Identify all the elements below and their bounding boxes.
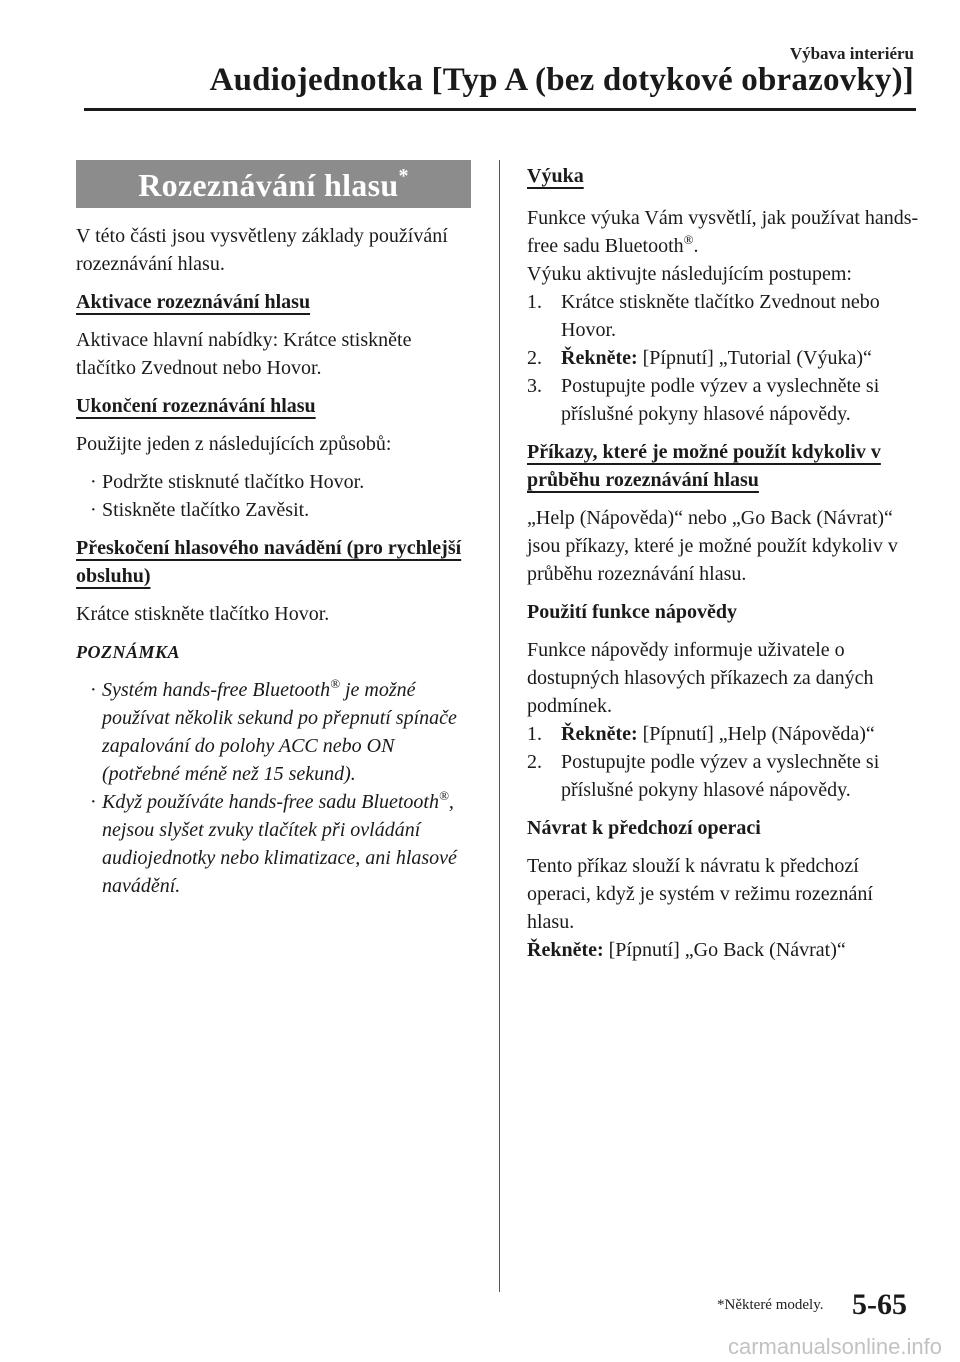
tutorial-heading-block [527, 162, 922, 190]
intro-text: V této části jsou vysvětleny základy používání rozeznávání hlasu. [76, 225, 448, 275]
step-number: 2. [527, 347, 542, 369]
step-text: [Pípnutí] „Help (Nápověda)“ [637, 723, 875, 745]
bullet-icon: · [90, 499, 97, 521]
tutorial-heading: Výuka [527, 165, 584, 187]
back-say-line [527, 936, 922, 964]
note-title: POZNÁMKA [76, 642, 181, 662]
note-text-a: Systém hands-free Bluetooth [102, 679, 331, 701]
step-text: [Pípnutí] „Tutorial (Výuka)“ [637, 347, 872, 369]
right-column [527, 160, 922, 964]
tutorial-text-a: Funkce výuka Vám vysvětlí, jak používat hands-free sadu Bluetooth [527, 207, 919, 257]
list-item [527, 748, 922, 804]
anytime-heading: Příkazy, které je možné použít kdykoliv v průběhu rozeznávání hlasu [527, 441, 881, 491]
activation-heading: Aktivace rozeznávání hlasu [76, 291, 311, 313]
list-item [76, 496, 471, 524]
step-number: 1. [527, 723, 542, 745]
column-divider [499, 160, 500, 1292]
optional-feature-marker: * [398, 165, 409, 187]
back-text: Tento příkaz slouží k návratu k předchozí operaci, když je systém v režimu rozeznání hlasu. [527, 855, 873, 933]
step-label: Řekněte: [561, 347, 638, 369]
tutorial-text [527, 204, 922, 260]
step-text: Postupujte podle výzev a vyslechněte si příslušné pokyny hlasové nápovědy. [561, 375, 880, 425]
list-item-text: Stiskněte tlačítko Zavěsit. [102, 499, 310, 521]
header-rule [84, 108, 916, 111]
end-methods-list [76, 468, 471, 524]
bullet-icon: · [90, 791, 97, 813]
tutorial-steps [527, 288, 922, 428]
header-section-label: Výbava interiéru [789, 44, 914, 63]
bullet-icon: · [90, 471, 97, 493]
help-heading: Použití funkce nápovědy [527, 601, 738, 623]
list-item [527, 720, 922, 748]
end-heading-block [76, 392, 471, 420]
step-text: Krátce stiskněte tlačítko Zvednout nebo Hovor. [561, 291, 880, 341]
tutorial-text-b: . [693, 235, 699, 257]
tutorial-activate-text: Výuku aktivujte následujícím postupem: [527, 263, 852, 285]
step-label: Řekněte: [561, 723, 638, 745]
note-list [76, 676, 471, 900]
note-text-a: Když používáte hands-free sadu Bluetooth [102, 791, 439, 813]
registered-mark: ® [683, 232, 694, 247]
list-item [527, 344, 922, 372]
back-heading: Návrat k předchozí operaci [527, 817, 761, 839]
skip-heading-block [76, 534, 471, 590]
anytime-text: „Help (Nápověda)“ nebo „Go Back (Návrat)“ jsou příkazy, které je možné použít kdykoliv v průběhu rozeznávání hlasu. [527, 507, 898, 585]
help-text: Funkce nápovědy informuje uživatele o dostupných hlasových příkazech za daných podmínek. [527, 639, 874, 717]
activation-text: Aktivace hlavní nabídky: Krátce stiskněte tlačítko Zvednout nebo Hovor. [76, 329, 412, 379]
registered-mark: ® [330, 676, 340, 691]
section-banner [76, 160, 471, 208]
step-number: 1. [527, 291, 542, 313]
help-steps [527, 720, 922, 804]
watermark: carmanualsonline.info [727, 1334, 942, 1359]
skip-heading: Přeskočení hlasového navádění (pro rychlejší obsluhu) [76, 537, 462, 587]
note-text-b: je možné používat několik sekund po přepnutí spínače zapalování do polohy ACC nebo ON (potřebné méně než 15 sekund). [102, 679, 457, 785]
list-item [76, 788, 471, 900]
footer-note: *Některé modely. [717, 1297, 824, 1313]
anytime-heading-block [527, 438, 922, 494]
registered-mark: ® [439, 788, 449, 803]
left-column [76, 160, 471, 900]
list-item [76, 468, 471, 496]
step-number: 2. [527, 751, 542, 773]
end-text: Použijte jeden z následujících způsobů: [76, 433, 392, 455]
list-item [527, 372, 922, 428]
list-item [76, 676, 471, 788]
section-banner-title: Rozeznávání hlasu [138, 167, 399, 203]
skip-text: Krátce stiskněte tlačítko Hovor. [76, 603, 330, 625]
bullet-icon: · [90, 679, 97, 701]
page-number: 5-65 [852, 1288, 907, 1321]
list-item-text: Podržte stisknuté tlačítko Hovor. [102, 471, 365, 493]
step-text: Postupujte podle výzev a vyslechněte si příslušné pokyny hlasové nápovědy. [561, 751, 880, 801]
page-title: Audiojednotka [Typ A (bez dotykové obrazovky)] [209, 62, 914, 98]
note-text-b: , nejsou slyšet zvuky tlačítek při ovládání audiojednotky nebo klimatizace, ani hlasové navádění. [102, 791, 457, 897]
say-label: Řekněte: [527, 939, 604, 961]
list-item [527, 288, 922, 344]
activation-heading-block [76, 288, 471, 316]
step-number: 3. [527, 375, 542, 397]
end-heading: Ukončení rozeznávání hlasu [76, 395, 316, 417]
say-text: [Pípnutí] „Go Back (Návrat)“ [603, 939, 846, 961]
